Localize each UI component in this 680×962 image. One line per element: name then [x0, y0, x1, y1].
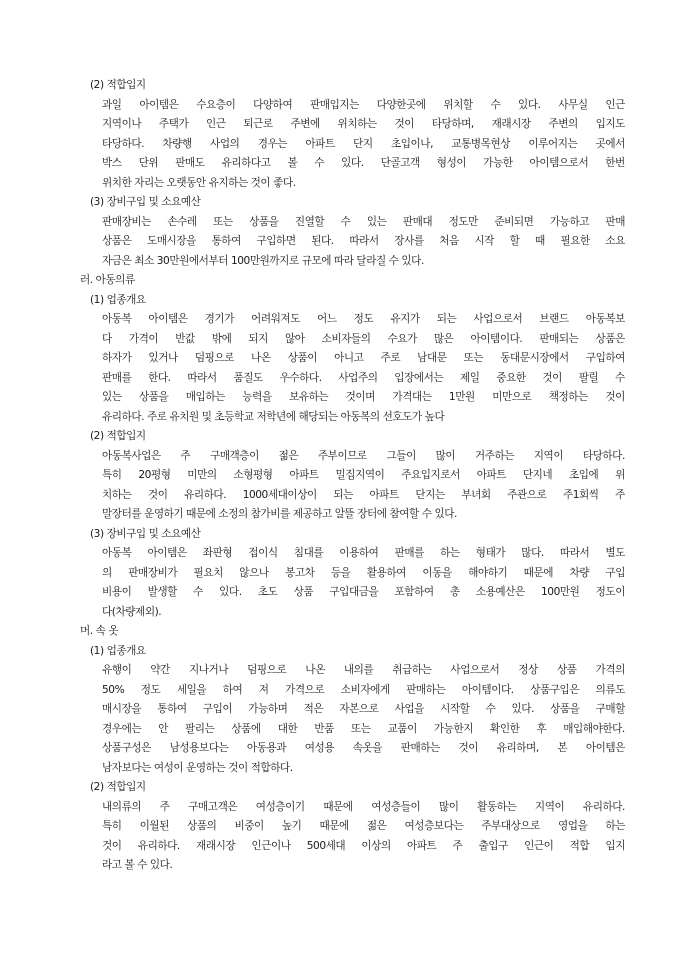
subsection-heading: (2) 적합입지	[90, 781, 146, 793]
subsection-heading: (2) 적합입지	[90, 79, 146, 91]
paragraph-line: 비용이 발생할 수 있다. 초도 상품 구입대금을 포함하여 총 소용예산은 100만원 정도이	[102, 586, 625, 598]
paragraph-line: 매시장을 통하여 구입이 가능하며 적은 자본으로 사업을 시작할 수 있다. 상품을 구매할	[102, 703, 625, 715]
paragraph-line: 상품구성은 남성용보다는 아동용과 여성용 속옷을 판매하는 것이 유리하며, 본 아이템은	[102, 742, 625, 754]
paragraph-line: 의 판매장비가 필요치 않으나 봉고차 등을 활용하여 이동을 해야하기 때문에 차량 구입	[102, 566, 625, 579]
paragraph-line: 박스 단위 판매도 유리하다고 볼 수 있다. 단골고객 형성이 가능한 아이템으로서 한번	[102, 157, 625, 169]
paragraph-line: 아동복 아이템은 경기가 어려워져도 어느 정도 유지가 되는 사업으로서 브랜드 아동복보	[102, 313, 625, 325]
section-heading: 머. 속 옷	[80, 625, 119, 637]
paragraph-line: 말장터를 운영하기 때문에 소정의 참가비를 제공하고 알뜰 장터에 참여할 수 있다.	[102, 508, 457, 520]
paragraph-line: 판매를 한다. 따라서 품질도 우수하다. 사업주의 입장에서는 제일 중요한 것이 팔릴 수	[102, 371, 625, 384]
document-body	[80, 76, 625, 876]
paragraph	[80, 213, 625, 272]
paragraph-line: 유행이 약간 지나거나 덤핑으로 나온 내의를 취급하는 사업으로서 정상 상품 가격의	[102, 664, 625, 676]
paragraph-line: 과일 아이템은 수요층이 다양하여 판매입지는 다양한곳에 위치할 수 있다. 사무실 인근	[102, 98, 625, 111]
subsection-heading: (1) 업종개요	[90, 644, 146, 657]
paragraph-line: 아동복 아이템은 좌판형 접이식 침대를 이용하여 판매를 하는 형태가 많다. 따라서 별도	[102, 547, 625, 559]
paragraph-line: 특히 20평형 미만의 소형평형 아파트 밀집지역이 주요입지로서 아파트 단지네 초입에 위	[102, 469, 625, 481]
paragraph-line: 있는 상품을 매입하는 능력을 보유하는 것이며 가격대는 1만원 미만으로 책정하는 것이	[102, 391, 625, 403]
paragraph-line: 것이 유리하다. 재래시장 인근이나 500세대 이상의 아파트 주 출입구 인근이 적합 입지	[102, 839, 625, 852]
paragraph-line: 치하는 것이 유리하다. 1000세대이상이 되는 아파트 단지는 부녀회 주관으로 주1회씩 주	[102, 488, 625, 501]
paragraph-line: 타당하다. 차량행 사업의 경우는 아파트 단지 초입이나, 교통병목현상 이루어지는 곳에서	[102, 137, 625, 150]
subsection-heading: (3) 장비구입 및 소요예산	[90, 527, 201, 540]
paragraph	[80, 96, 625, 194]
paragraph-line: 유리하다. 주로 유치원 및 초등학교 저학년에 해당되는 아동복의 선호도가 높다	[102, 410, 445, 423]
paragraph-line: 내의류의 주 구매고객은 여성층이기 때문에 여성층들이 많이 활동하는 지역이 유리하다.	[102, 800, 625, 813]
paragraph	[80, 310, 625, 427]
paragraph-line: 라고 볼 수 있다.	[102, 859, 173, 871]
paragraph-line: 판매장비는 손수레 또는 상품을 진열할 수 있는 판매대 정도만 준비되면 가능하고 판매	[102, 215, 625, 228]
subsection-heading: (1) 업종개요	[90, 293, 146, 306]
paragraph-line: 50% 정도 세일을 하여 져 가격으로 소비자에게 판매하는 아이템이다. 상품구입은 의류도	[102, 683, 625, 696]
paragraph-line: 상품은 도매시장을 통하여 구입하면 된다. 따라서 장사를 처음 시작 할 때 필요한 소요	[102, 235, 625, 247]
paragraph	[80, 447, 625, 525]
paragraph-line: 특히 이월된 상품의 비중이 높기 때문에 젊은 여성층보다는 주부대상으로 영업을 하는	[102, 820, 625, 832]
paragraph	[80, 661, 625, 778]
paragraph-line: 다(차량제외).	[102, 605, 162, 618]
section-heading: 러. 아동의류	[80, 274, 135, 286]
paragraph	[80, 798, 625, 876]
paragraph-line: 위치한 자리는 오랫동안 유지하는 것이 좋다.	[102, 176, 296, 189]
paragraph	[80, 544, 625, 622]
paragraph-line: 다 가격이 반값 밖에 되지 않아 소비자들의 수요가 많은 아이템이다. 판매되는 상품은	[102, 332, 625, 345]
paragraph-line: 하자가 있거나 덤핑으로 나온 상품이 아니고 주로 남대문 또는 동대문시장에서 구입하여	[102, 352, 625, 364]
subsection-heading: (3) 장비구입 및 소요예산	[90, 196, 201, 208]
paragraph-line: 자금은 최소 30만원에서부터 100만원까지로 규모에 따라 달라질 수 있다.	[102, 254, 424, 267]
paragraph-line: 아동복사업은 주 구매객층이 젊은 주부이므로 그들이 많이 거주하는 지역이 타당하다.	[102, 449, 625, 462]
paragraph-line: 지역이나 주택가 인근 퇴근로 주변에 위치하는 것이 타당하며, 재래시장 주변의 입지도	[102, 118, 625, 130]
paragraph-line: 경우에는 안 팔리는 상품에 대한 반품 또는 교품이 가능한지 확인한 후 매입해야한다.	[102, 722, 625, 735]
paragraph-line: 남자보다는 여성이 운영하는 것이 적합하다.	[102, 761, 293, 774]
subsection-heading: (2) 적합입지	[90, 430, 146, 442]
